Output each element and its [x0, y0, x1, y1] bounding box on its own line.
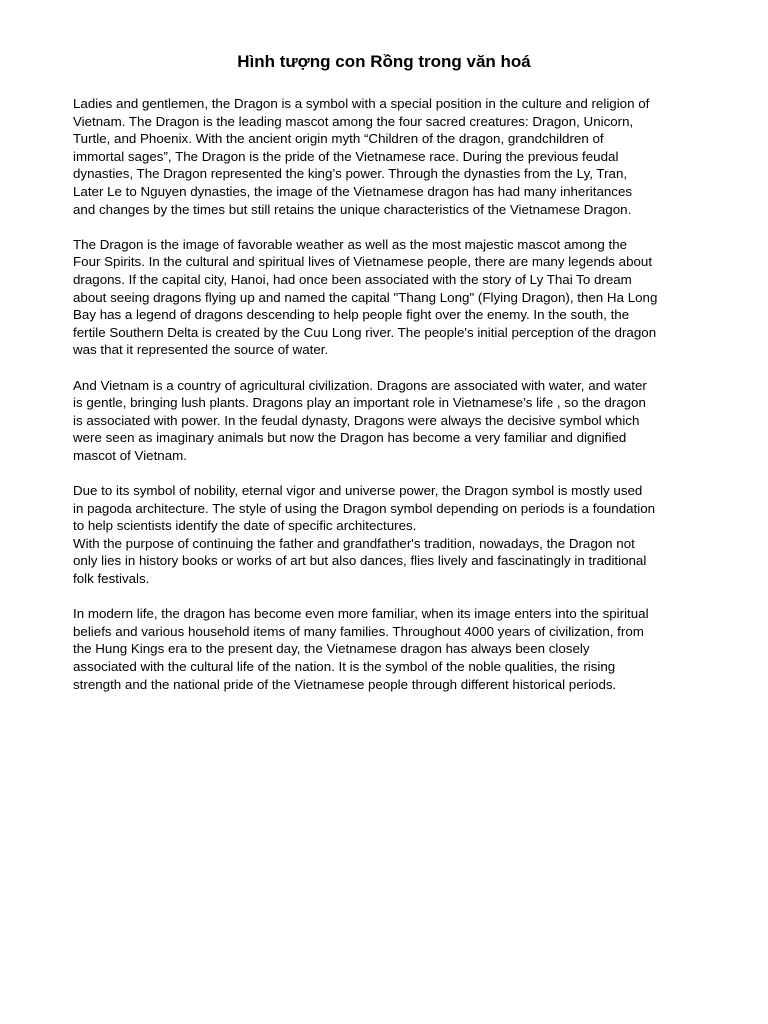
paragraph-1: Ladies and gentlemen, the Dragon is a symbol with a special position in the culture and religion of Vietnam. The Dragon is the leading mascot among the four sacred creatures: Dragon, Unicorn, Turtle, and Phoenix. With the ancient origin myth “Children of the dragon, grandchildren of immortal sages”, The Dragon is the pride of the Vietnamese race. During the previous feudal dynasties, The Dragon represented the king’s power. Through the dynasties from the Ly, Tran, Later Le to Nguyen dynasties, the image of the Vietnamese dragon has had many inheritances and changes by the times but still retains the unique characteristics of the Vietnamese Dragon.: [73, 96, 650, 217]
paragraph-3: And Vietnam is a country of agricultural civilization. Dragons are associated with water, and water is gentle, bringing lush plants. Dragons play an important role in Vietnamese’s life , so the dragon is associated with power. In the feudal dynasty, Dragons were always the decisive symbol which were seen as imaginary animals but now the Dragon has become a very familiar and dignified mascot of Vietnam.: [73, 377, 647, 463]
document-title: Hình tượng con Rồng trong văn hoá: [237, 52, 531, 71]
paragraph-2: The Dragon is the image of favorable weather as well as the most majestic mascot among the Four Spirits. In the cultural and spiritual lives of Vietnamese people, there are many legends about dragons. If the capital city, Hanoi, had once been associated with the story of Ly Thai To dream about seeing dragons flying up and named the capital "Thang Long" (Flying Dragon), then Ha Long Bay has a legend of dragons descending to help people fight over the enemy. In the south, the fertile Southern Delta is created by the Cuu Long river. The people's initial perception of the dragon was that it represented the source of water.: [73, 236, 658, 358]
paragraph-4: Due to its symbol of nobility, eternal vigor and universe power, the Dragon symbol is mostly used in pagoda architecture. The style of using the Dragon symbol depending on periods is a foundation to help scientists identify the date of specific architectures.: [73, 483, 656, 534]
document-body: [73, 95, 697, 711]
paragraph-5: With the purpose of continuing the father and grandfather's tradition, nowadays, the Dragon not only lies in history books or works of art but also dances, flies lively and fascinatingly in traditional folk festivals.: [73, 535, 647, 587]
paragraph-6: In modern life, the dragon has become even more familiar, when its image enters into the spiritual beliefs and various household items of many families. Throughout 4000 years of civilization, from the Hung Kings era to the present day, the Vietnamese dragon has always been closely associated with the cultural life of the nation. It is the symbol of the noble qualities, the rising strength and the national pride of the Vietnamese people through different historical periods.: [73, 606, 649, 692]
